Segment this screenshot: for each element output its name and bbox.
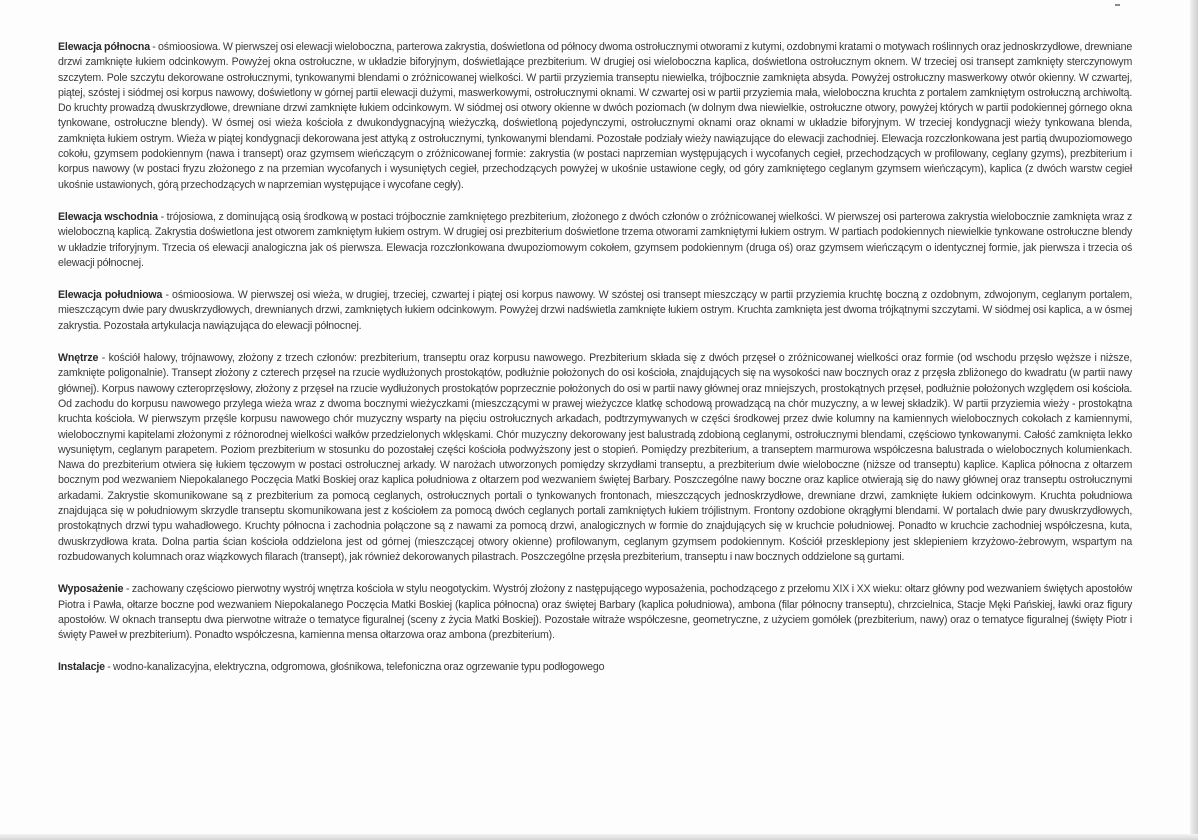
document-body: [58, 40, 1132, 693]
page-edge-bottom: [0, 834, 1198, 840]
section-heading: Elewacja północna: [58, 41, 150, 53]
section-south-elevation: [58, 288, 1132, 334]
section-text: - zachowany częściowo pierwotny wystrój wnętrza kościoła w stylu neogotyckim. Wystrój złożony z następującego wyposażenia, pochodzącego z przełomu XIX i XX wieku: ołtarz główny pod wezwaniem świętych apostołów Piotra i Pawła, ołtarze boczne pod wezwaniem Niepokalanego Poczęcia Matki Boskiej (kaplica północna) oraz świętej Barbary (kaplica południowa), ambona (filar północny transeptu), chrzcielnica, Stacje Męki Pańskiej, ławki oraz figury apostołów. W oknach transeptu dwa pierwotne witraże o tematyce figuralnej (sceny z życia Matki Boskiej). Pozostałe witraże współczesne, geometryczne, z użyciem gomółek (prezbiterium, nawy) oraz o tematyce figuralnej (święty Piotr i święty Paweł w prezbiterium). Ponadto współczesna, kamienna mensa ołtarzowa oraz ambona (prezbiterium).: [58, 583, 1133, 642]
section-text: - ośmioosiowa. W pierwszej osi elewacji wieloboczna, parterowa zakrystia, doświetlona od północy dwoma ostrołucznymi otworami z kutymi, ozdobnymi kratami o motywach roślinnych oraz jednoskrzydłowe, drewniane drzwi zamknięte łukiem odcinkowym. Powyżej okna ostrołuczne, w układzie biforyjnym, doświetlające prezbiterium. W drugiej osi wieloboczna kaplica, doświetlona ostrołucznym oknem. W trzeciej osi transept zamknięty sterczynowym szczytem. Pole szczytu dekorowane ostrołucznymi, tynkowanymi blendami o zróżnicowanej wielkości. W partii przyziemia transeptu niewielka, trójbocznie zamknięta absyda. Powyżej ostrołuczny maswerkowy otwór okienny. W czwartej, piątej, szóstej i siódmej osi korpus nawowy, doświetlony w górnej partii elewacji dużymi, maswerkowymi, ostrołucznymi oknami. W czwartej osi w partii przyziemia mała, wieloboczna kruchta z portalem zamkniętym ostrołuczną archiwoltą. Do kruchty prowadzą dwuskrzydłowe, drewniane drzwi zamknięte łukiem odcinkowym. W siódmej osi otwory okienne w dwóch poziomach (w dolnym dwa niewielkie, ostrołuczne otwory, powyżej których w partii podokiennej górnego okna tynkowane, ostrołuczne blendy). W ósmej osi wieża kościoła z dwukondygnacyjną wieżyczką, doświetloną pojedynczymi, ostrołucznymi oknami oraz oknami w układzie biforyjnym. W trzeciej kondygnacji wieży tynkowana blenda, zamknięta łukiem ostrym. Wieża w piątej kondygnacji dekorowana jest attyką z ostrołucznymi, tynkowanymi blendami. Pozostałe podziały wieży nawiązujące do elewacji zachodniej. Elewacja rozczłonkowana jest partią dwupoziomowego cokołu, gzymsem podokiennym (nawa i transept) oraz gzymsem wieńczącym o zróżnicowanej formie: zakrystia (w postaci naprzemian występujących i wycofanych cegieł, przechodzących w profilowany, ceglany gzyms), prezbiterium i korpus nawowy (w postaci fryzu złożonego z na przemian wycofanych i wysuniętych cegieł, przechodzących powyżej w ukośnie ustawione cegły, od góry zamkniętego ceglanym gzymsem wieńczącym), kaplica (z dwóch warstw cegieł ukośnie ustawionych, górą przechodzących w naprzemian występujące i wycofane cegły).: [58, 41, 1133, 191]
section-installations: [58, 660, 1132, 675]
section-north-elevation: [58, 40, 1132, 193]
section-furnishings: [58, 582, 1132, 643]
section-interior: [58, 351, 1132, 565]
section-text: - trójosiowa, z dominującą osią środkową w postaci trójbocznie zamkniętego prezbiterium, złożonego z dwóch członów o zróżnicowanej wielkości. W pierwszej osi parterowa zakrystia wielobocznie zamknięta wraz z wieloboczną kaplicą. Zakrystia doświetlona jest otworem zamkniętym łukiem ostrym. W drugiej osi prezbiterium doświetlone trzema otworami zamkniętymi łukiem ostrym. W partiach podokiennych niewielkie tynkowane ostrołuczne blendy w układzie triforyjnym. Trzecia oś elewacji analogiczna jak oś pierwsza. Elewacja rozczłonkowana dwupoziomowym cokołem, gzymsem podokiennym (druga oś) oraz gzymsem wieńczącym o identycznej formie, jak pierwsza i trzecia oś elewacji północnej.: [58, 210, 1133, 269]
scan-speck: [1115, 4, 1120, 6]
section-text: - ośmioosiowa. W pierwszej osi wieża, w drugiej, trzeciej, czwartej i piątej osi korpus nawowy. W szóstej osi transept mieszczący w partii przyziemia kruchtę boczną z ozdobnym, zdwojonym, ceglanym portalem, mieszczącym dwie pary dwuskrzydłowych, drewnianych drzwi, zamkniętych łukiem odcinkowym. Powyżej drzwi nadświetla zamknięte łukiem ostrym. Kruchta zamknięta jest dwoma trójkątnymi szczytami. W siódmej osi kaplica, a w ósmej zakrystia. Pozostała artykulacja nawiązująca do elewacji północnej.: [58, 289, 1133, 332]
section-heading: Elewacja południowa: [58, 289, 163, 302]
section-heading: Wnętrze: [58, 352, 99, 365]
section-heading: Instalacje: [58, 661, 105, 674]
section-text: - wodno-kanalizacyjna, elektryczna, odgromowa, głośnikowa, telefoniczna oraz ogrzewanie typu podłogowego: [104, 661, 605, 674]
section-heading: Elewacja wschodnia: [58, 210, 158, 223]
section-text: - kościół halowy, trójnawowy, złożony z trzech członów: prezbiterium, transeptu oraz korpusu nawowego. Prezbiterium składa się z dwóch przęseł o zróżnicowanej wielkości oraz formie (od wschodu przęsło węższe i niższe, zamknięte poligonalnie). Transept złożony z czterech przęseł na rzucie wydłużonych prostokątów, podłużnie położonych do osi kościoła, znajdujących się na wysokości naw bocznych oraz z przęsła zbliżonego do kwadratu (w partii nawy głównej). Korpus nawowy czteroprzęsłowy, złożony z przęseł na rzucie wydłużonych prostokątów poprzecznie położonych do osi w partii nawy głównej oraz mniejszych, prostokątnych przęseł, podłużnie położonych względem osi kościoła. Od zachodu do korpusu nawowego przylega wieża wraz z dwoma bocznymi wieżyczkami (mieszczącymi w prawej wieżyczce klatkę schodową prowadzącą na chór muzyczny, a w lewej składzik). W partii przyziemia wieży - prostokątna kruchta kościoła. W pierwszym przęśle korpusu nawowego chór muzyczny wsparty na pięciu ostrołucznych arkadach, podtrzymywanych w części środkowej przez dwie kolumny na kamiennych wielobocznych cokołach z kamiennymi, wielobocznymi kapitelami złożonymi z różnorodnej wielkości wałków przedzielonych wklęskami. Chór muzyczny dekorowany jest balustradą zdobioną ceglanymi, ostrołucznymi blendami, częściowo tynkowanymi. Całość zamknięta lekko wysuniętym, ceglanym parapetem. Poziom prezbiterium w stosunku do pozostałej części kościoła podwyższony jest o stopień. Pomiędzy prezbiterium, a transeptem marmurowa współczesna balustrada o wielobocznych kolumienkach. Nawa do prezbiterium otwiera się łukiem tęczowym w postaci ostrołucznej arkady. W narożach utworzonych pomiędzy skrzydłami transeptu, a prezbiterium dwie wieloboczne (niższe od transeptu) kaplice. Kaplica północna z ołtarzem bocznym pod wezwaniem Niepokalanego Poczęcia Matki Boskiej oraz kaplica południowa z ołtarzem pod wezwaniem świętej Barbary. Poszczególne nawy boczne oraz kaplice otwierają się do nawy głównej oraz transeptu ostrołucznymi arkadami. Zakrystie skomunikowane są z prezbiterium za pomocą ceglanych, ostrołucznych portali o tynkowanych frontonach, mieszczących jednoskrzydłowe, drewniane drzwi, zamknięte łukiem odcinkowym. Kruchta południowa znajdująca się w południowym skrzydle transeptu skomunikowana jest z kościołem za pomocą dwóch ceglanych portali zamkniętych łukiem trójlistnym. Frontony ozdobione okrągłymi blendami. W portalach dwie pary dwuskrzydłowych, prostokątnych drzwi typu wahadłowego. Kruchty północna i zachodnia połączone są z nawami za pomocą drzwi, analogicznych w formie do znajdujących się w kruchcie południowej. Ponadto w kruchcie zachodniej współczesna, kuta, dwuskrzydłowa krata. Dolna partia ścian kościoła oddzielona jest od górnej (mieszczącej otwory okienne) profilowanym, ceglanym gzymsem podokiennym. Kościół przesklepiony jest sklepieniem krzyżowo-żebrowym, wspartym na rozbudowanych kolumnach oraz wiązkowych filarach (transept), jak również dekorowanych pilastrach. Poszczególne przęsła prezbiterium, transeptu i naw bocznych oddzielone są gurtami.: [58, 352, 1133, 563]
page-edge-right: [1190, 0, 1198, 840]
section-east-elevation: [58, 210, 1132, 271]
section-heading: Wyposażenie: [58, 583, 124, 596]
